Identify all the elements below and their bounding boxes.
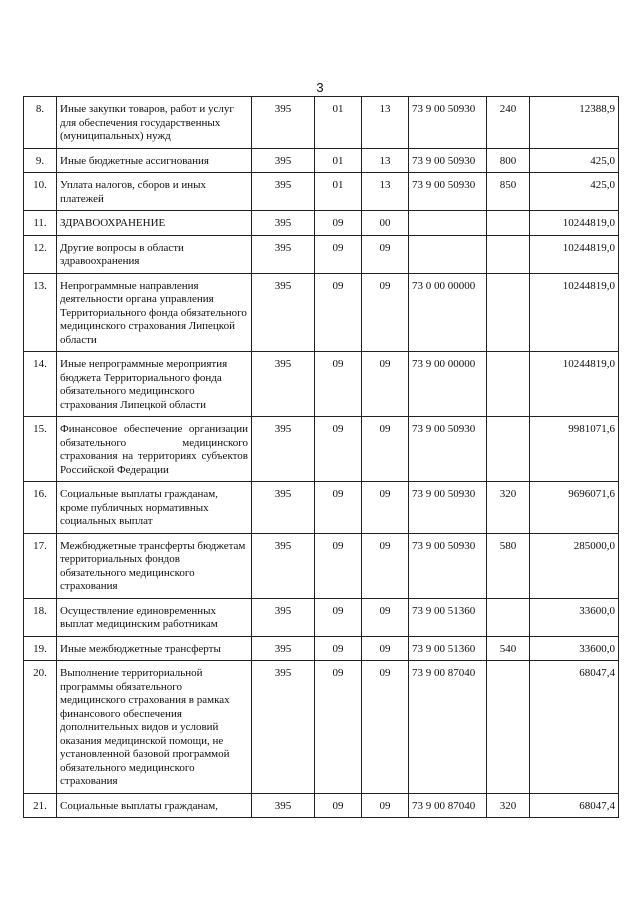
section-code: 09 bbox=[315, 211, 362, 236]
grbs-code: 395 bbox=[252, 636, 315, 661]
expense-name: Иные закупки товаров, работ и услуг для обеспечения государственных (муниципальных) нужд bbox=[57, 97, 252, 149]
grbs-code: 395 bbox=[252, 533, 315, 598]
page-number: 3 bbox=[316, 80, 324, 95]
expense-name: Уплата налогов, сборов и иных платежей bbox=[57, 173, 252, 211]
subsection-code: 13 bbox=[362, 97, 409, 149]
amount: 12388,9 bbox=[530, 97, 619, 149]
grbs-code: 395 bbox=[252, 417, 315, 482]
amount: 425,0 bbox=[530, 148, 619, 173]
section-code: 09 bbox=[315, 417, 362, 482]
amount: 10244819,0 bbox=[530, 235, 619, 273]
table-row bbox=[24, 661, 619, 794]
target-item-code: 73 9 00 87040 bbox=[409, 793, 487, 818]
target-item-code: 73 9 00 51360 bbox=[409, 598, 487, 636]
amount: 425,0 bbox=[530, 173, 619, 211]
table-row bbox=[24, 352, 619, 417]
table-row bbox=[24, 273, 619, 352]
table-row bbox=[24, 97, 619, 149]
subsection-code: 09 bbox=[362, 793, 409, 818]
grbs-code: 395 bbox=[252, 661, 315, 794]
target-item-code: 73 9 00 51360 bbox=[409, 636, 487, 661]
target-item-code bbox=[409, 235, 487, 273]
subsection-code: 09 bbox=[362, 661, 409, 794]
table-row bbox=[24, 235, 619, 273]
target-item-code: 73 0 00 00000 bbox=[409, 273, 487, 352]
row-number: 13. bbox=[24, 273, 57, 352]
section-code: 09 bbox=[315, 636, 362, 661]
row-number: 16. bbox=[24, 482, 57, 534]
amount: 33600,0 bbox=[530, 598, 619, 636]
grbs-code: 395 bbox=[252, 97, 315, 149]
amount: 10244819,0 bbox=[530, 273, 619, 352]
row-number: 9. bbox=[24, 148, 57, 173]
section-code: 09 bbox=[315, 661, 362, 794]
expense-name: Социальные выплаты гражданам, bbox=[57, 793, 252, 818]
budget-table bbox=[23, 96, 619, 818]
row-number: 20. bbox=[24, 661, 57, 794]
row-number: 11. bbox=[24, 211, 57, 236]
expense-type-code bbox=[487, 235, 530, 273]
row-number: 19. bbox=[24, 636, 57, 661]
expense-name: Иные межбюджетные трансферты bbox=[57, 636, 252, 661]
expense-type-code bbox=[487, 211, 530, 236]
subsection-code: 09 bbox=[362, 273, 409, 352]
subsection-code: 13 bbox=[362, 173, 409, 211]
expense-name: Другие вопросы в области здравоохранения bbox=[57, 235, 252, 273]
subsection-code: 09 bbox=[362, 482, 409, 534]
amount: 10244819,0 bbox=[530, 211, 619, 236]
grbs-code: 395 bbox=[252, 793, 315, 818]
subsection-code: 09 bbox=[362, 352, 409, 417]
expense-type-code bbox=[487, 661, 530, 794]
expense-name: Социальные выплаты гражданам, кроме публичных нормативных социальных выплат bbox=[57, 482, 252, 534]
expense-name: Иные бюджетные ассигнования bbox=[57, 148, 252, 173]
amount: 68047,4 bbox=[530, 793, 619, 818]
section-code: 09 bbox=[315, 482, 362, 534]
expense-type-code bbox=[487, 417, 530, 482]
target-item-code: 73 9 00 50930 bbox=[409, 482, 487, 534]
table-row bbox=[24, 173, 619, 211]
subsection-code: 00 bbox=[362, 211, 409, 236]
subsection-code: 09 bbox=[362, 417, 409, 482]
table-row bbox=[24, 598, 619, 636]
grbs-code: 395 bbox=[252, 352, 315, 417]
subsection-code: 09 bbox=[362, 533, 409, 598]
row-number: 21. bbox=[24, 793, 57, 818]
grbs-code: 395 bbox=[252, 482, 315, 534]
row-number: 17. bbox=[24, 533, 57, 598]
amount: 9696071,6 bbox=[530, 482, 619, 534]
grbs-code: 395 bbox=[252, 235, 315, 273]
table-row bbox=[24, 211, 619, 236]
row-number: 18. bbox=[24, 598, 57, 636]
amount: 9981071,6 bbox=[530, 417, 619, 482]
section-code: 09 bbox=[315, 533, 362, 598]
expense-name: Осуществление единовременных выплат медицинским работникам bbox=[57, 598, 252, 636]
expense-type-code: 800 bbox=[487, 148, 530, 173]
amount: 10244819,0 bbox=[530, 352, 619, 417]
section-code: 09 bbox=[315, 235, 362, 273]
expense-name: Выполнение территориальной программы обязательного медицинского страхования в рамках финансового обеспечения дополнительных видов и условий оказания медицинской помощи, не установленной базовой программой обязательного медицинского страхования bbox=[57, 661, 252, 794]
expense-type-code bbox=[487, 273, 530, 352]
grbs-code: 395 bbox=[252, 173, 315, 211]
row-number: 8. bbox=[24, 97, 57, 149]
target-item-code: 73 9 00 50930 bbox=[409, 533, 487, 598]
section-code: 09 bbox=[315, 352, 362, 417]
expense-type-code bbox=[487, 598, 530, 636]
amount: 285000,0 bbox=[530, 533, 619, 598]
row-number: 12. bbox=[24, 235, 57, 273]
expense-name: Межбюджетные трансферты бюджетам территориальных фондов обязательного медицинского страхования bbox=[57, 533, 252, 598]
expense-type-code: 850 bbox=[487, 173, 530, 211]
section-code: 09 bbox=[315, 273, 362, 352]
section-code: 01 bbox=[315, 97, 362, 149]
table-row bbox=[24, 533, 619, 598]
grbs-code: 395 bbox=[252, 273, 315, 352]
expense-type-code: 320 bbox=[487, 482, 530, 534]
table-row bbox=[24, 636, 619, 661]
section-code: 09 bbox=[315, 598, 362, 636]
grbs-code: 395 bbox=[252, 211, 315, 236]
target-item-code bbox=[409, 211, 487, 236]
target-item-code: 73 9 00 00000 bbox=[409, 352, 487, 417]
row-number: 14. bbox=[24, 352, 57, 417]
target-item-code: 73 9 00 50930 bbox=[409, 148, 487, 173]
expense-type-code: 540 bbox=[487, 636, 530, 661]
table-row bbox=[24, 417, 619, 482]
expense-type-code bbox=[487, 352, 530, 417]
target-item-code: 73 9 00 50930 bbox=[409, 97, 487, 149]
amount: 68047,4 bbox=[530, 661, 619, 794]
table-row bbox=[24, 793, 619, 818]
table-row bbox=[24, 482, 619, 534]
target-item-code: 73 9 00 50930 bbox=[409, 173, 487, 211]
table-row bbox=[24, 148, 619, 173]
expense-type-code: 320 bbox=[487, 793, 530, 818]
expense-name: Финансовое обеспечение организации обязательного медицинского страхования на территориях субъектов Российской Федерации bbox=[57, 417, 252, 482]
section-code: 01 bbox=[315, 148, 362, 173]
expense-name: Непрограммные направления деятельности органа управления Территориального фонда обязательного медицинского страхования Липецкой области bbox=[57, 273, 252, 352]
subsection-code: 13 bbox=[362, 148, 409, 173]
row-number: 10. bbox=[24, 173, 57, 211]
grbs-code: 395 bbox=[252, 148, 315, 173]
target-item-code: 73 9 00 50930 bbox=[409, 417, 487, 482]
grbs-code: 395 bbox=[252, 598, 315, 636]
expense-type-code: 240 bbox=[487, 97, 530, 149]
section-code: 01 bbox=[315, 173, 362, 211]
expense-name: Иные непрограммные мероприятия бюджета Территориального фонда обязательного медицинского страхования Липецкой области bbox=[57, 352, 252, 417]
expense-name: ЗДРАВООХРАНЕНИЕ bbox=[57, 211, 252, 236]
subsection-code: 09 bbox=[362, 636, 409, 661]
subsection-code: 09 bbox=[362, 235, 409, 273]
subsection-code: 09 bbox=[362, 598, 409, 636]
amount: 33600,0 bbox=[530, 636, 619, 661]
expense-type-code: 580 bbox=[487, 533, 530, 598]
section-code: 09 bbox=[315, 793, 362, 818]
target-item-code: 73 9 00 87040 bbox=[409, 661, 487, 794]
row-number: 15. bbox=[24, 417, 57, 482]
